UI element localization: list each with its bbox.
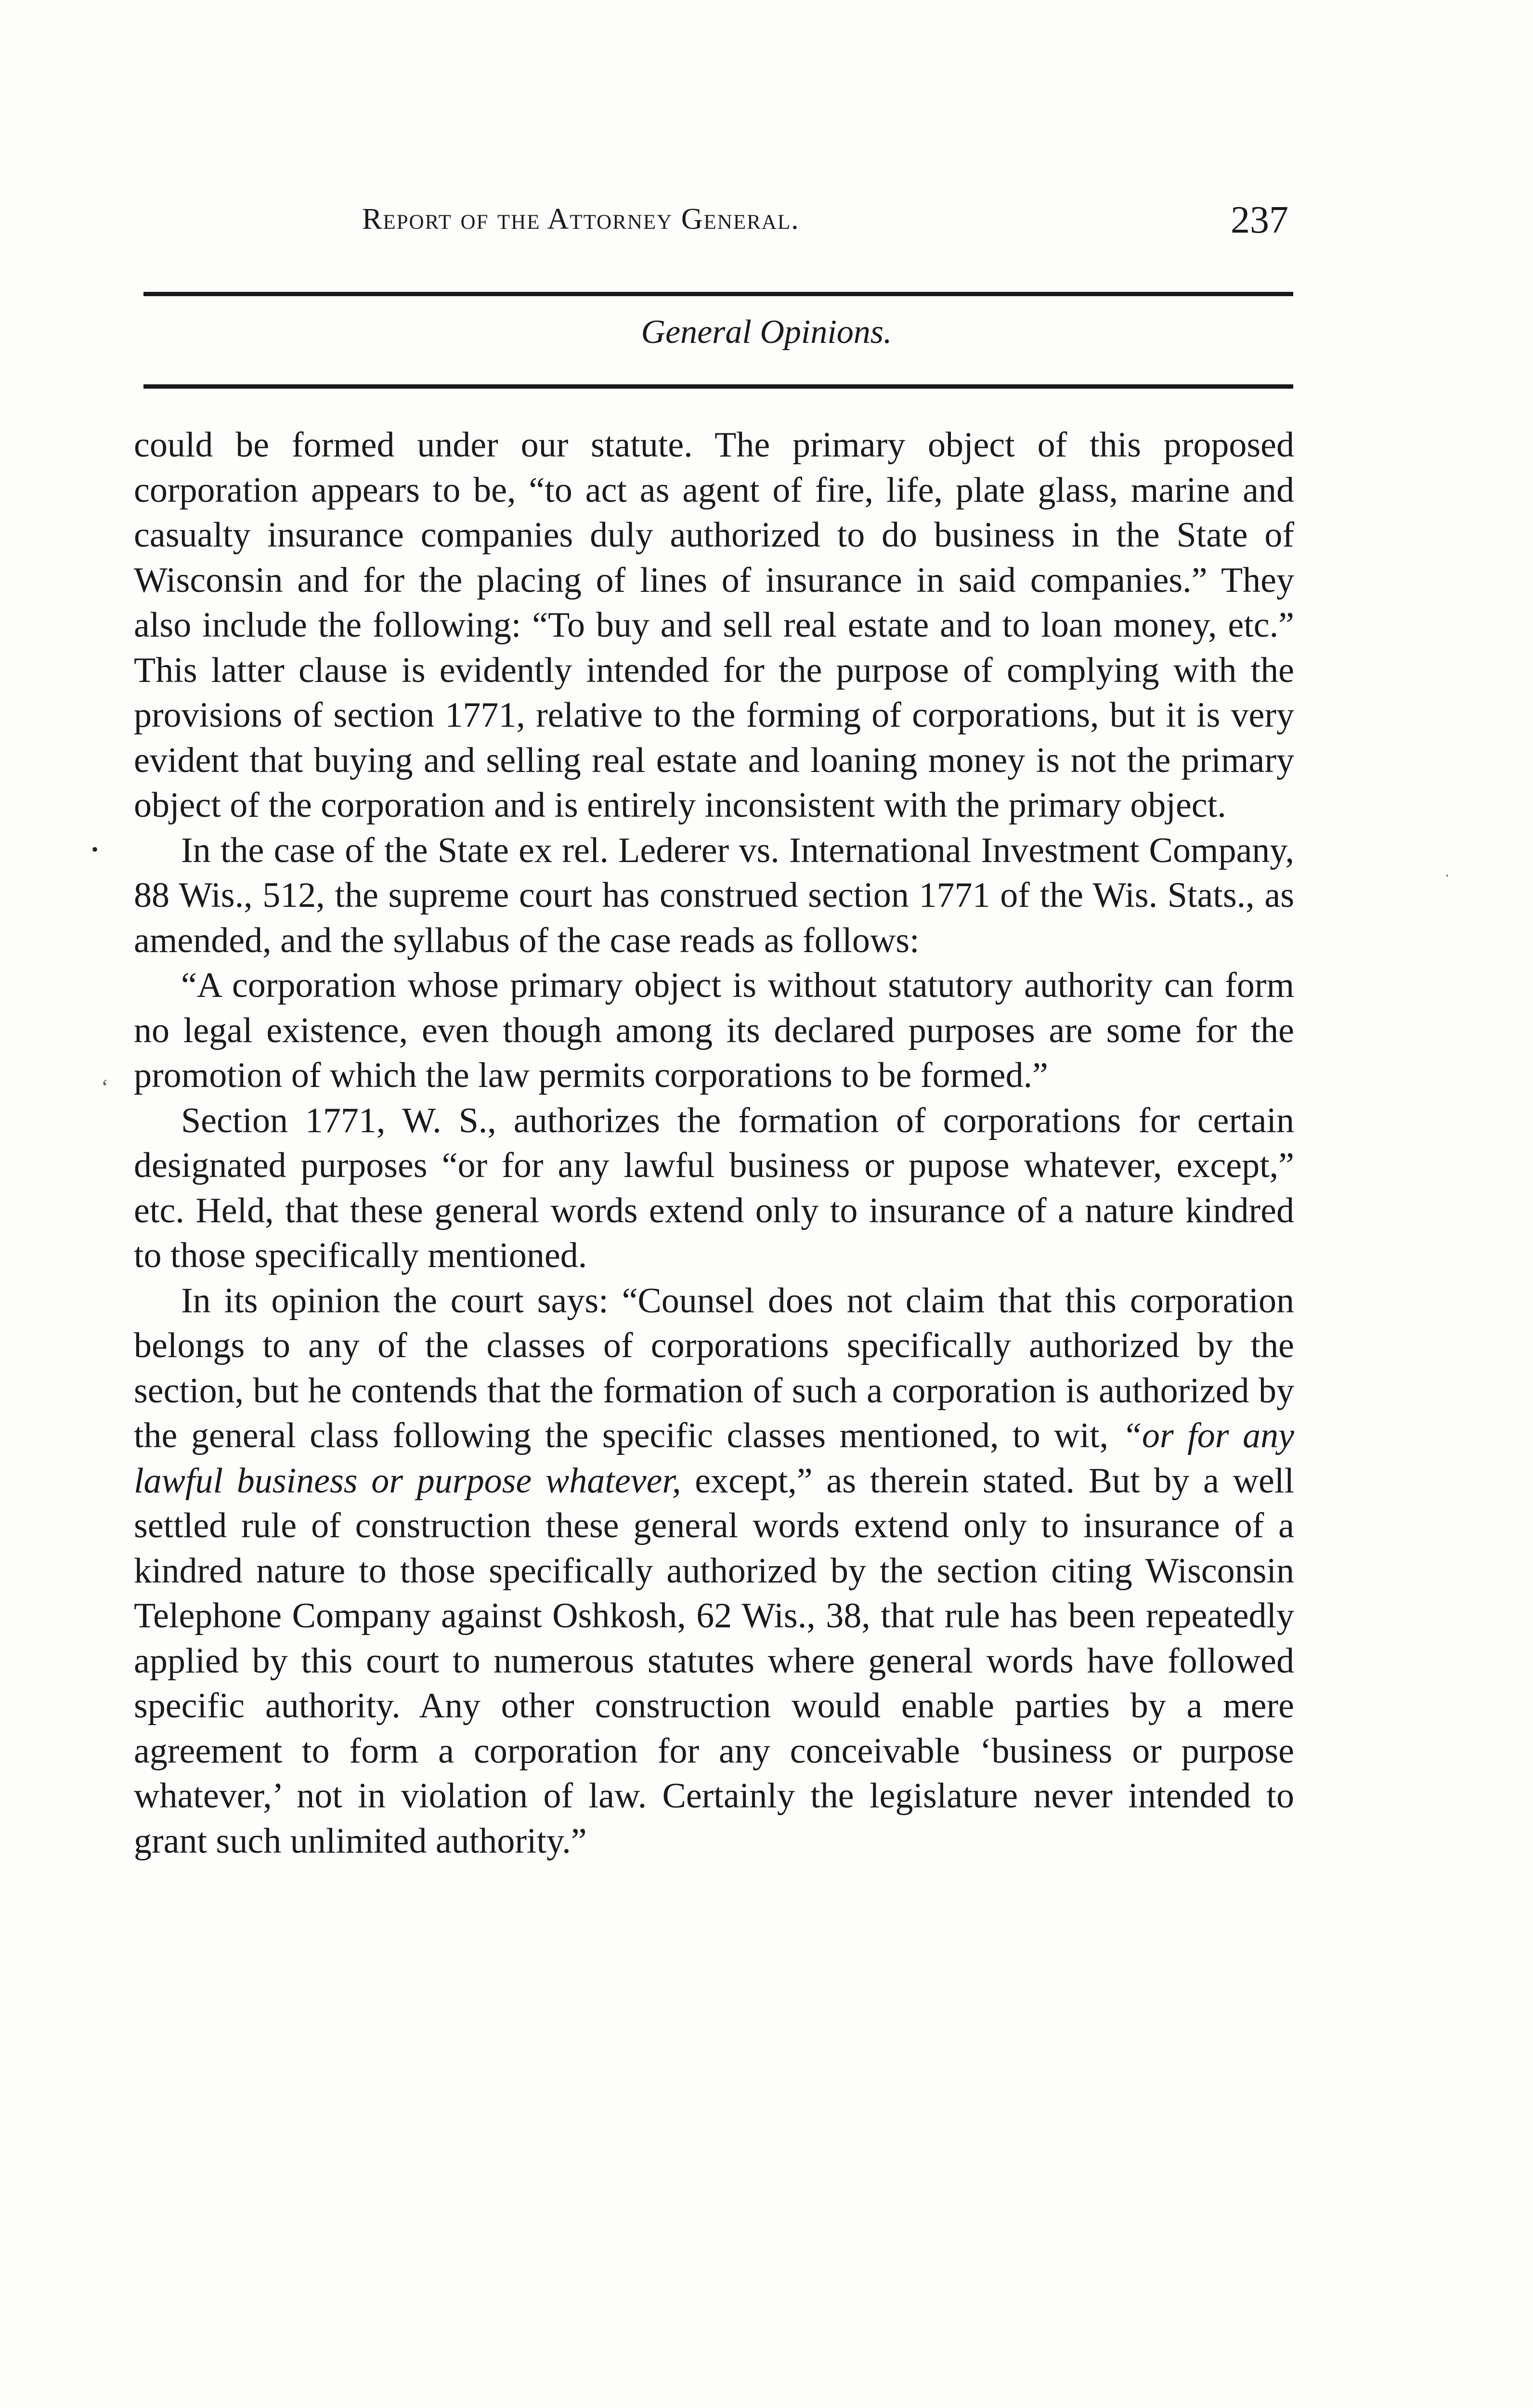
paragraph-court-opinion (134, 1279, 1294, 1864)
margin-dot-mark: • (91, 838, 99, 860)
court-opinion-italic-phrase: “or for any lawful business or purpose whatever, (134, 1416, 1294, 1501)
body-text (134, 423, 1294, 1864)
margin-apostrophe-mark: ʻ (101, 1074, 109, 1099)
header-rule-top (143, 292, 1293, 296)
page-number: 237 (1231, 199, 1288, 241)
section-title: General Opinions. (641, 314, 892, 351)
court-opinion-text-after: except,” as therein stated. But by a well settled rule of construction these general words extend only to insurance of a kindred nature to those specifically authorized by the section citing Wisconsin Telephone Company against Oshkosh, 62 Wis., 38, that rule has been repeatedly applied by this court to numerous statutes where general words have followed specific authority. Any other construction would enable parties by a mere agreement to form a corporation for any conceivable ‘business or purpose whatever,’ not in violation of law. Certainly the legislature never intended to grant such unlimited authority.” (134, 1461, 1294, 1861)
margin-tick-mark: ˙ (1444, 872, 1450, 890)
paragraph-2: In the case of the State ex rel. Lederer vs. International Investment Company, 88 Wis., 512, the supreme court has construed section 1771 of the Wis. Stats., as amended, and the syllabus of the case reads as follows: (134, 830, 1294, 960)
running-header-title: Report of the Attorney General. (362, 203, 800, 236)
header-rule-bottom (143, 384, 1293, 389)
paragraph-1: could be formed under our statute. The primary object of this proposed corporation appears to be, “to act as agent of fire, life, plate glass, marine and casualty insurance companies duly authorized to do business in the State of Wisconsin and for the placing of lines of insurance in said companies.” They also include the following: “To buy and sell real estate and to loan money, etc.” This latter clause is evidently intended for the purpose of complying with the provisions of section 1771, relative to the forming of corporations, but it is very evident that buying and selling real estate and loaning money is not the primary object of the corporation and is entirely inconsistent with the primary object. (134, 425, 1294, 825)
paragraph-section-1771: Section 1771, W. S., authorizes the formation of corporations for certain designated purposes “or for any lawful business or pupose whatever, except,” etc. Held, that these general words extend only to insurance of a nature kindred to those specifically mentioned. (134, 1100, 1294, 1275)
court-opinion-text-before: In its opinion the court says: “Counsel does not claim that this corporation belongs to any of the classes of corporations specifically authorized by the section, but he contends that the formation of such a corporation is authorized by the general class following the specific classes mentioned, to wit, (134, 1281, 1294, 1455)
quoted-syllabus: “A corporation whose primary object is without statutory authority can form no legal existence, even though among its declared purposes are some for the promotion of which the law permits corporations to be formed.” (134, 966, 1294, 1095)
